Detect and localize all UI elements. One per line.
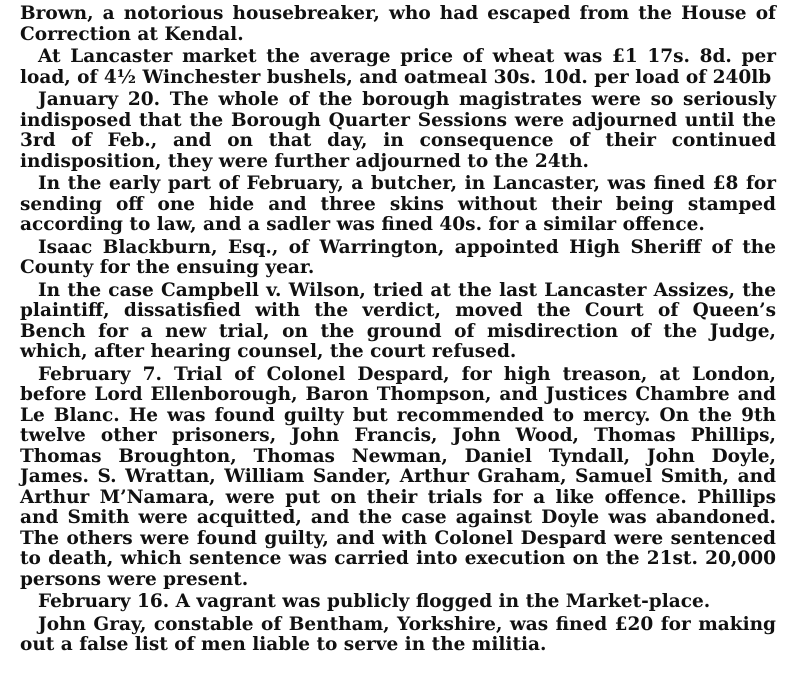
- paragraph-butcher-fined: In the early part of February, a butcher, in Lancaster, was fined £8 for sending off one hide and three skins without their being stamped according to law, and a sadler was fined 40s. for a similar offence.: [20, 173, 776, 235]
- paragraph-campbell-v-wilson: In the case Campbell v. Wilson, tried at the last Lancaster Assizes, the plaintiff, dissatisfied with the verdict, moved the Court of Queen’s Bench for a new trial, on the ground of misdirection of the Judge, which, after hearing counsel, the court refused.: [20, 279, 776, 362]
- paragraph-john-gray-constable: John Gray, constable of Bentham, Yorkshire, was fined £20 for making out a false list of men liable to serve in the militia.: [20, 613, 776, 655]
- paragraph-lancaster-wheat-price: At Lancaster market the average price of wheat was £1 17s. 8d. per load, of 4½ Winchester bushels, and oatmeal 30s. 10d. per load of 240lb: [20, 46, 776, 88]
- paragraph-high-sheriff: Isaac Blackburn, Esq., of Warrington, appointed High Sheriff of the County for the ensuing year.: [20, 236, 776, 278]
- paragraph-brown-housebreaker: Brown, a notorious housebreaker, who had escaped from the House of Correction at Kendal.: [20, 3, 776, 45]
- paragraph-february-16: February 16. A vagrant was publicly flogged in the Market-place.: [38, 591, 711, 612]
- paragraph-february-7-trial: February 7. Trial of Colonel Despard, for high treason, at London, before Lord Ellenborough, Baron Thompson, and Justices Chambre and Le Blanc. He was found guilty but recommended to mercy. On the 9th twelve other prisoners, John Francis, John Wood, Thomas Phillips, Thomas Broughton, Thomas Newman, Daniel Tyndall, John Doyle, James. S. Wrattan, William Sander, Arthur Graham, Samuel Smith, and Arthur M’Namara, were put on their trials for a like offence. Phillips and Smith were acquitted, and the case against Doyle was abandoned. The others were found guilty, and with Colonel Despard were sentenced to death, which sentence was carried into execution on the 21st. 20,000 persons were present.: [20, 363, 776, 590]
- paragraph-january-20: January 20. The whole of the borough magistrates were so seriously indisposed that the Borough Quarter Sessions were adjourned until the 3rd of Feb., and on that day, in consequence of their continued indisposition, they were further adjourned to the 24th.: [20, 89, 776, 172]
